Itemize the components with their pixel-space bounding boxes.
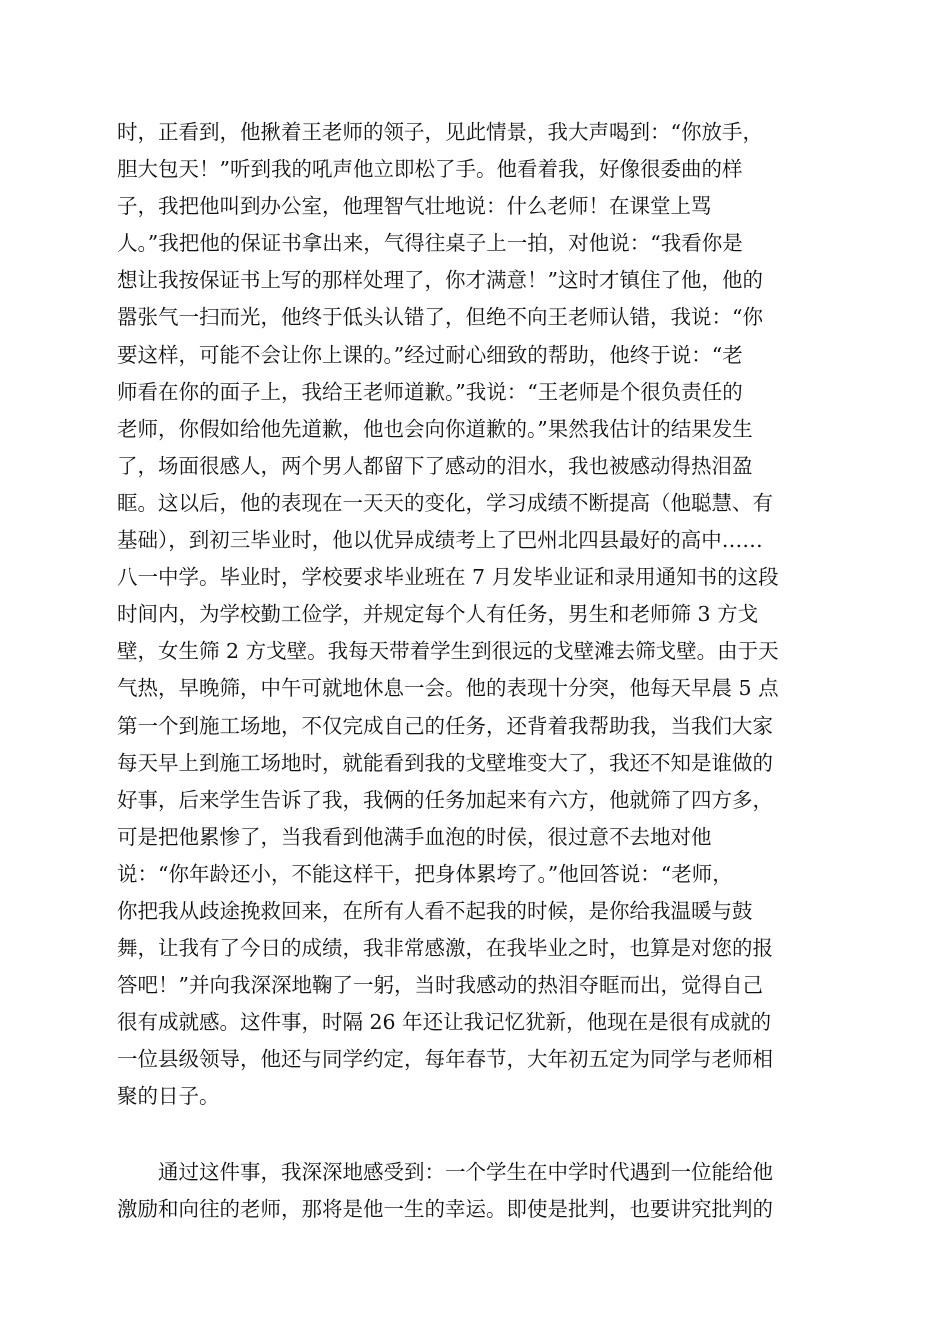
text-line: 子，我把他叫到办公室，他理智气壮地说：什么老师！在课堂上骂 [117,194,712,219]
text-line: 答吧！”并向我深深地鞠了一躬，当时我感动的热泪夺眶而出，觉得自己 [117,973,763,998]
text-line: 胆大包天！”听到我的吼声他立即松了手。他看着我，好像很委曲的样 [117,157,743,182]
text-line: 聚的日子。 [117,1084,220,1109]
text-line: 每天早上到施工场地时，就能看到我的戈壁堆变大了，我还不知是谁做的 [117,750,773,775]
text-line: 通过这件事，我深深地感受到：一个学生在中学时代遇到一位能给他 [158,1160,773,1184]
text-line: 时，正看到，他揪着王老师的领子，见此情景，我大声喝到：“你放手， [117,120,763,144]
text-line: 激励和向往的老师，那将是他一生的幸运。即使是批判，也要讲究批判的 [117,1197,773,1222]
text-line: 了，场面很感人，两个男人都留下了感动的泪水，我也被感动得热泪盈 [117,453,753,478]
text-line: 你把我从歧途挽救回来，在所有人看不起我的时候，是你给我温暖与鼓 [117,898,753,923]
text-line: 想让我按保证书上写的那样处理了，你才满意！”这时才镇住了他，他的 [117,268,763,293]
text-line: 老师，你假如给他先道歉，他也会向你道歉的。”果然我估计的结果发生 [117,416,753,441]
text-line: 说：“你年龄还小，不能这样干，把身体累垮了。”他回答说：“老师， [117,861,733,886]
text-line: 好事，后来学生告诉了我，我俩的任务加起来有六方，他就筛了四方多， [117,787,773,812]
text-line: 舞，让我有了今日的成绩，我非常感激，在我毕业之时，也算是对您的报 [117,936,773,961]
text-line: 第一个到施工场地，不仅完成自己的任务，还背着我帮助我，当我们大家 [117,713,773,738]
text-line: 人。”我把他的保证书拿出来，气得往桌子上一拍，对他说：“我看你是 [117,231,743,256]
text-line: 基础），到初三毕业时，他以优异成绩考上了巴州北四县最好的高中…… [117,528,763,553]
text-line: 八一中学。毕业时，学校要求毕业班在 7 月发毕业证和录用通知书的这段 [117,565,779,590]
text-line: 可是把他累惨了，当我看到他满手血泡的时侯，很过意不去地对他 [117,824,712,849]
text-line: 气热，早晚筛，中午可就地休息一会。他的表现十分突，他每天早晨 5 点 [117,676,779,701]
body-paragraph-1 [117,114,833,1116]
text-line: 时间内，为学校勤工俭学，并规定每个人有任务，男生和老师筛 3 方戈 [117,602,759,627]
text-line: 很有成就感。这件事，时隔 26 年还让我记忆犹新，他现在是很有成就的 [117,1010,772,1035]
text-line: 嚣张气一扫而光，他终于低头认错了，但绝不向王老师认错，我说：“你 [117,305,763,330]
text-line: 壁，女生筛 2 方戈壁。我每天带着学生到很远的戈壁滩去筛戈壁。由于天 [117,639,779,664]
text-line: 要这样，可能不会让你上课的。”经过耐心细致的帮助，他终于说：“老 [117,342,743,367]
text-line: 眶。这以后，他的表现在一天天的变化，学习成绩不断提高（他聪慧、有 [117,490,773,515]
text-line: 师看在你的面子上，我给王老师道歉。”我说：“王老师是个很负责任的 [117,379,743,404]
body-paragraph-2 [117,1154,833,1228]
text-line: 一位县级领导，他还与同学约定，每年春节，大年初五定为同学与老师相 [117,1047,773,1072]
